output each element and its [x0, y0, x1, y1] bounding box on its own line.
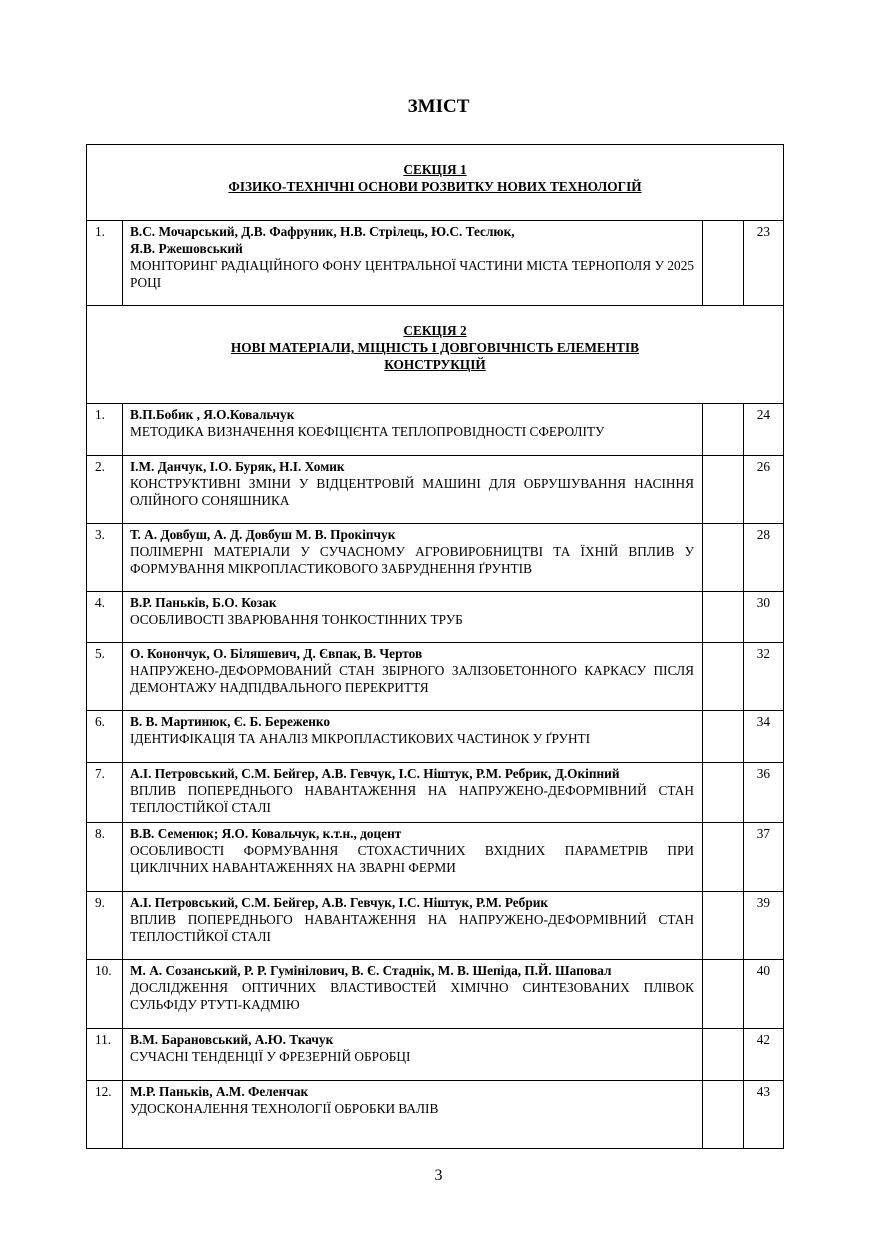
entry-text: [123, 221, 703, 306]
entry-spacer: [703, 524, 744, 592]
section-header: [87, 306, 784, 404]
entry-number: 1.: [87, 404, 123, 456]
entry-spacer: [703, 960, 744, 1029]
entry-text: [123, 456, 703, 524]
entry-spacer: [703, 763, 744, 823]
section-name: ФІЗИКО-ТЕХНІЧНІ ОСНОВИ РОЗВИТКУ НОВИХ ТЕХНОЛОГІЙ: [228, 179, 642, 194]
entry-title: МЕТОДИКА ВИЗНАЧЕННЯ КОЕФІЦІЄНТА ТЕПЛОПРОВІДНОСТІ СФЕРОЛІТУ: [130, 424, 605, 439]
entry-page: 42: [744, 1029, 784, 1081]
entry-page: 36: [744, 763, 784, 823]
entry-title: ВПЛИВ ПОПЕРЕДНЬОГО НАВАНТАЖЕННЯ НА НАПРУЖЕНО-ДЕФОРМІВНИЙ СТАН ТЕПЛОСТІЙКОЇ СТАЛІ: [130, 783, 694, 815]
entry-title: МОНІТОРИНГ РАДІАЦІЙНОГО ФОНУ ЦЕНТРАЛЬНОЇ ЧАСТИНИ МІСТА ТЕРНОПОЛЯ У 2025 РОЦІ: [130, 258, 694, 290]
entry-number: 5.: [87, 643, 123, 711]
table-row: [87, 221, 784, 306]
entry-title: НАПРУЖЕНО-ДЕФОРМОВАНИЙ СТАН ЗБІРНОГО ЗАЛІЗОБЕТОННОГО КАРКАСУ ПІСЛЯ ДЕМОНТАЖУ НАДПІДВАЛЬНОГО ПЕРЕКРИТТЯ: [130, 663, 694, 695]
page-title: ЗМІСТ: [407, 96, 470, 117]
entry-authors: А.І. Петровський, С.М. Бейгер, А.В. Гевчук, І.С. Ніштук, Р.М. Ребрик, Д.Окіпний: [130, 766, 620, 781]
table-row: [87, 404, 784, 456]
entry-page: 30: [744, 592, 784, 643]
table-row: [87, 456, 784, 524]
table-row: [87, 1081, 784, 1149]
entry-spacer: [703, 711, 744, 763]
entry-title: КОНСТРУКТИВНІ ЗМІНИ У ВІДЦЕНТРОВІЙ МАШИНІ ДЛЯ ОБРУШУВАННЯ НАСІННЯ ОЛІЙНОГО СОНЯШНИКА: [130, 476, 694, 508]
entry-authors: В.М. Барановський, А.Ю. Ткачук: [130, 1032, 334, 1047]
section-title: [87, 306, 784, 404]
entry-text: [123, 643, 703, 711]
entry-authors: Я.В. Ржешовський: [130, 241, 243, 256]
entry-page: 28: [744, 524, 784, 592]
entry-authors: В. В. Мартинюк, Є. Б. Береженко: [130, 714, 331, 729]
entry-title: ВПЛИВ ПОПЕРЕДНЬОГО НАВАНТАЖЕННЯ НА НАПРУЖЕНО-ДЕФОРМІВНИЙ СТАН ТЕПЛОСТІЙКОЇ СТАЛІ: [130, 912, 694, 944]
entry-number: 1.: [87, 221, 123, 306]
entry-page: 26: [744, 456, 784, 524]
table-row: [87, 1029, 784, 1081]
entry-page: 23: [744, 221, 784, 306]
table-row: [87, 892, 784, 960]
table-row: [87, 823, 784, 892]
entry-title: ДОСЛІДЖЕННЯ ОПТИЧНИХ ВЛАСТИВОСТЕЙ ХІМІЧНО СИНТЕЗОВАНИХ ПЛІВОК СУЛЬФІДУ РТУТІ-КАДМІЮ: [130, 980, 694, 1012]
section-name: НОВІ МАТЕРІАЛИ, МІЦНІСТЬ І ДОВГОВІЧНІСТЬ ЕЛЕМЕНТІВ: [230, 340, 640, 355]
entry-number: 7.: [87, 763, 123, 823]
entry-number: 8.: [87, 823, 123, 892]
entry-page: 24: [744, 404, 784, 456]
entry-text: [123, 1029, 703, 1081]
entry-spacer: [703, 823, 744, 892]
entry-page: 37: [744, 823, 784, 892]
section-number: СЕКЦІЯ 1: [403, 162, 467, 177]
section-header: [87, 145, 784, 221]
entry-spacer: [703, 221, 744, 306]
entry-text: [123, 524, 703, 592]
section-title: [87, 145, 784, 221]
entry-spacer: [703, 892, 744, 960]
table-row: [87, 592, 784, 643]
table-row: [87, 711, 784, 763]
entry-number: 9.: [87, 892, 123, 960]
entry-text: [123, 763, 703, 823]
entry-spacer: [703, 456, 744, 524]
entry-number: 12.: [87, 1081, 123, 1149]
entry-spacer: [703, 592, 744, 643]
entry-text: [123, 404, 703, 456]
page-number: 3: [434, 1167, 443, 1184]
entry-spacer: [703, 404, 744, 456]
entry-authors: В.В. Семенюк; Я.О. Ковальчук, к.т.н., доцент: [130, 826, 402, 841]
table-row: [87, 524, 784, 592]
entry-text: [123, 960, 703, 1029]
entry-authors: В.Р. Паньків, Б.О. Козак: [130, 595, 277, 610]
entry-page: 34: [744, 711, 784, 763]
contents-table: [86, 144, 784, 1149]
entry-number: 3.: [87, 524, 123, 592]
entry-title: СУЧАСНІ ТЕНДЕНЦІЇ У ФРЕЗЕРНІЙ ОБРОБЦІ: [130, 1049, 411, 1064]
entry-title: ОСОБЛИВОСТІ ФОРМУВАННЯ СТОХАСТИЧНИХ ВХІДНИХ ПАРАМЕТРІВ ПРИ ЦИКЛІЧНИХ НАВАНТАЖЕННЯХ НА ЗВАРНІ ФЕРМИ: [130, 843, 694, 875]
entry-title: ОСОБЛИВОСТІ ЗВАРЮВАННЯ ТОНКОСТІННИХ ТРУБ: [130, 612, 463, 627]
entry-text: [123, 592, 703, 643]
entry-page: 32: [744, 643, 784, 711]
entry-page: 39: [744, 892, 784, 960]
entry-authors: М. А. Созанський, Р. Р. Гумінілович, В. Є. Стаднік, М. В. Шепіда, П.Й. Шаповал: [130, 963, 612, 978]
entry-text: [123, 823, 703, 892]
section-number: СЕКЦІЯ 2: [403, 323, 467, 338]
entry-spacer: [703, 643, 744, 711]
entry-authors: А.І. Петровський, С.М. Бейгер, А.В. Гевчук, І.С. Ніштук, Р.М. Ребрик: [130, 895, 549, 910]
entry-text: [123, 711, 703, 763]
entry-text: [123, 892, 703, 960]
entry-authors: Т. А. Довбуш, А. Д. Довбуш М. В. Прокіпчук: [130, 527, 396, 542]
entry-authors: В.П.Бобик , Я.О.Ковальчук: [130, 407, 295, 422]
entry-page: 40: [744, 960, 784, 1029]
entry-number: 11.: [87, 1029, 123, 1081]
entry-title: ПОЛІМЕРНІ МАТЕРІАЛИ У СУЧАСНОМУ АГРОВИРОБНИЦТВІ ТА ЇХНІЙ ВПЛИВ У ФОРМУВАННЯ МІКРОПЛАСТИКОВОГО ЗАБРУДНЕННЯ ҐРУНТІВ: [130, 544, 694, 576]
entry-spacer: [703, 1029, 744, 1081]
entry-number: 10.: [87, 960, 123, 1029]
entry-number: 2.: [87, 456, 123, 524]
entry-authors: І.М. Данчук, І.О. Буряк, Н.І. Хомик: [130, 459, 345, 474]
entry-text: [123, 1081, 703, 1149]
entry-number: 4.: [87, 592, 123, 643]
entry-spacer: [703, 1081, 744, 1149]
entry-page: 43: [744, 1081, 784, 1149]
table-row: [87, 763, 784, 823]
table-row: [87, 643, 784, 711]
entry-authors: О. Конончук, О. Біляшевич, Д. Євпак, В. Чертов: [130, 646, 423, 661]
entry-title: УДОСКОНАЛЕННЯ ТЕХНОЛОГІЇ ОБРОБКИ ВАЛІВ: [130, 1101, 439, 1116]
entry-title: ІДЕНТИФІКАЦІЯ ТА АНАЛІЗ МІКРОПЛАСТИКОВИХ ЧАСТИНОК У ҐРУНТІ: [130, 731, 591, 746]
entry-authors: В.С. Мочарський, Д.В. Фафруник, Н.В. Стрілець, Ю.С. Теслюк,: [130, 224, 515, 239]
table-row: [87, 960, 784, 1029]
section-name: КОНСТРУКЦІЙ: [384, 357, 486, 372]
entry-number: 6.: [87, 711, 123, 763]
entry-authors: М.Р. Паньків, А.М. Феленчак: [130, 1084, 309, 1099]
